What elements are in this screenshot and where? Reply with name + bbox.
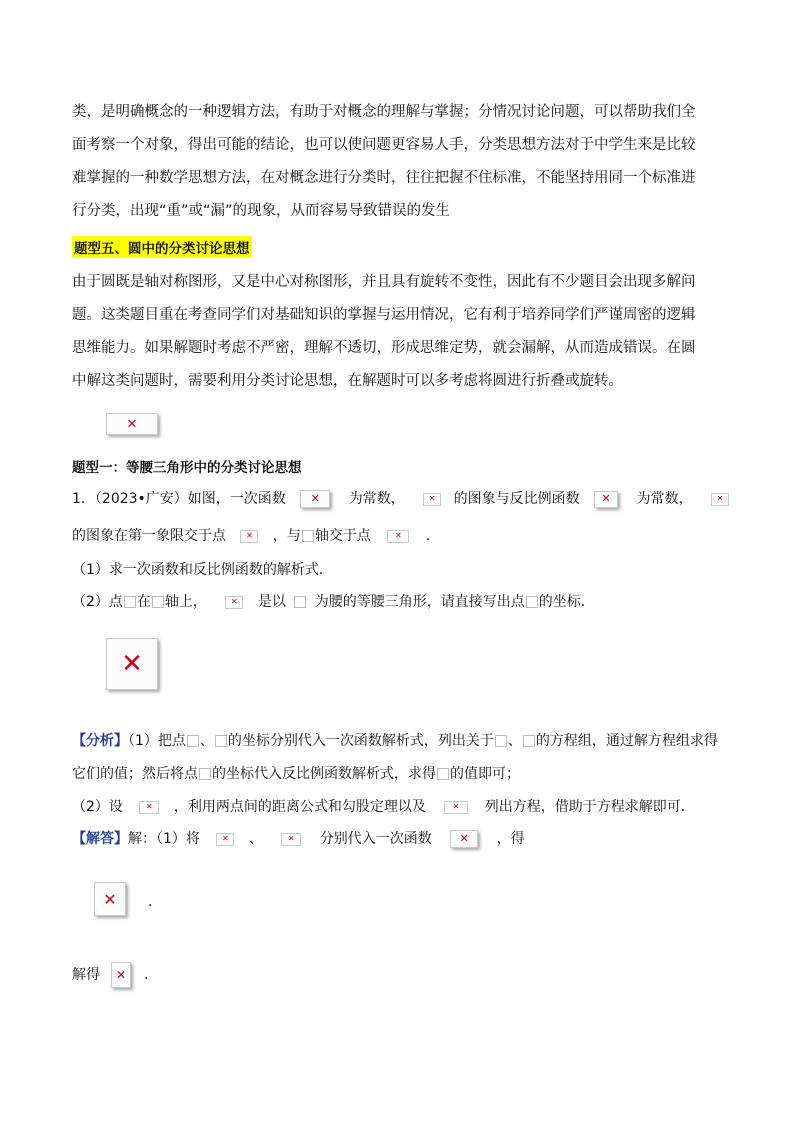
answer-text: 解：（1）将 [128,831,200,847]
answer-line-1 [72,829,525,849]
analysis-line-3 [72,797,695,817]
problem-text: ，与 [272,528,301,544]
circle-line: 思维能力。如果解题时考虑不严密，理解不透切，形成思维定势，就会漏解，从而造成错误。在圆 [72,340,696,356]
solution-broken-image-icon: ✕ [111,962,131,988]
answer-dot: ． [148,894,162,910]
problem-text: 为常数， [636,491,693,507]
answer-text: 、 [248,831,263,847]
broken-image-icon: ✕ [106,413,158,435]
broken-image-icon: ✕ [387,530,409,543]
broken-image-icon [526,596,538,608]
circle-line: 由于圆既是轴对称图形，又是中心对称图形，并且具有旋转不变性，因此有不少题目会出现多解问 [72,274,696,290]
broken-image-icon [294,596,306,608]
analysis-text: 列出方程，借助于方程求解即可． [484,799,695,815]
problem-text: 为常数， [348,491,405,507]
broken-image-icon [124,596,136,608]
analysis-text: ，利用两点间的距离公式和勾股定理以及 [173,799,426,815]
analysis-text: 的值即可； [450,766,520,782]
analysis-line-1 [72,731,718,751]
analysis-text: 、 [507,733,522,749]
broken-image-icon: ✕ [240,530,258,543]
broken-image-icon: ✕ [216,833,234,846]
problem-text: 的坐标． [538,594,595,610]
broken-image-icon [495,735,507,747]
circle-paragraph [72,266,724,398]
broken-image-icon [152,596,164,608]
broken-image-icon: ✕ [594,491,618,508]
intro-line: 类，是明确概念的一种逻辑方法，有助于对概念的理解与掌握；分情况讨论问题，可以帮助我们全 [72,104,696,120]
problem-text: 是以 [257,594,286,610]
problem-text: 的图象与反比例函数 [453,491,580,507]
broken-image-icon [199,768,211,780]
analysis-text: 的方程组，通过解方程组求得 [535,733,718,749]
problem-line-1 [72,489,729,509]
problem-text: 轴交于点 [314,528,371,544]
problem-text: 在 [136,594,151,610]
circle-line: 中解这类问题时，需要利用分类讨论思想，在解题时可以多考虑将圆进行折叠或旋转。 [72,373,623,389]
problem-text: 1．（2023•广安）如图，一次函数 [72,491,286,507]
intro-line: 行分类，出现“重”或“漏”的现象，从而容易导致错误的发生 [72,203,451,219]
problem-text: 的图象在第一象限交于点 [72,528,226,544]
analysis-text: 的坐标代入反比例函数解析式，求得 [212,766,436,782]
broken-image-icon [215,735,227,747]
section-title: 题型五、圆中的分类讨论思想 [72,236,252,258]
question-2 [72,592,595,612]
broken-image-icon: ✕ [139,801,159,814]
broken-image-icon: ✕ [281,833,301,846]
equation-system-broken-image-icon: ✕ [94,882,126,916]
broken-image-icon [523,735,535,747]
analysis-text: 它们的值；然后将点 [72,766,198,782]
intro-line: 面考察一个对象，得出可能的结论，也可以使问题更容易人手，分类思想方法对于中学生来是比较 [72,137,696,153]
problem-text: （2）点 [72,594,123,610]
problem-line-2 [72,526,440,546]
answer-text: 分别代入一次函数 [319,831,432,847]
problem-text: ． [425,528,440,544]
broken-image-icon [187,735,199,747]
broken-image-icon: ✕ [300,490,330,508]
problem-text: 为腰的等腰三角形，请直接写出点 [314,594,525,610]
answer-dot: ． [144,967,158,983]
circle-line: 题。这类题目重在考查同学们对基础知识的掌握与运用情况，它有利于培养同学们严谨周密的逻辑 [72,307,696,323]
answer-text: ，得 [496,831,525,847]
broken-image-icon [302,530,314,542]
analysis-text: （2）设 [72,799,123,815]
problem-text: 轴上， [164,594,207,610]
broken-image-icon: ✕ [225,596,243,609]
question-1: （1）求一次函数和反比例函数的解析式． [72,562,333,578]
subtitle: 题型一：等腰三角形中的分类讨论思想 [72,460,302,476]
broken-image-icon: ✕ [444,801,468,814]
answer-tag: 【解答】 [72,831,128,847]
analysis-text: 的坐标分别代入一次函数解析式，列出关于 [227,733,494,749]
broken-image-icon: ✕ [711,493,729,506]
analysis-text: 、 [199,733,214,749]
intro-line: 难掌握的一种数学思想方法，在对概念进行分类时，往往把握不住标准，不能坚持用同一个标准进 [72,170,696,186]
answer-solve-line [72,965,100,985]
analysis-text: （1）把点 [128,733,186,749]
intro-paragraph [72,96,724,228]
broken-image-icon: ✕ [423,493,441,506]
analysis-tag: 【分析】 [72,733,128,749]
answer-text: 解得 [72,967,100,983]
broken-image-icon [437,768,449,780]
figure-broken-image-icon: ✕ [106,638,158,690]
analysis-line-2 [72,764,520,784]
broken-image-icon: ✕ [450,830,478,848]
